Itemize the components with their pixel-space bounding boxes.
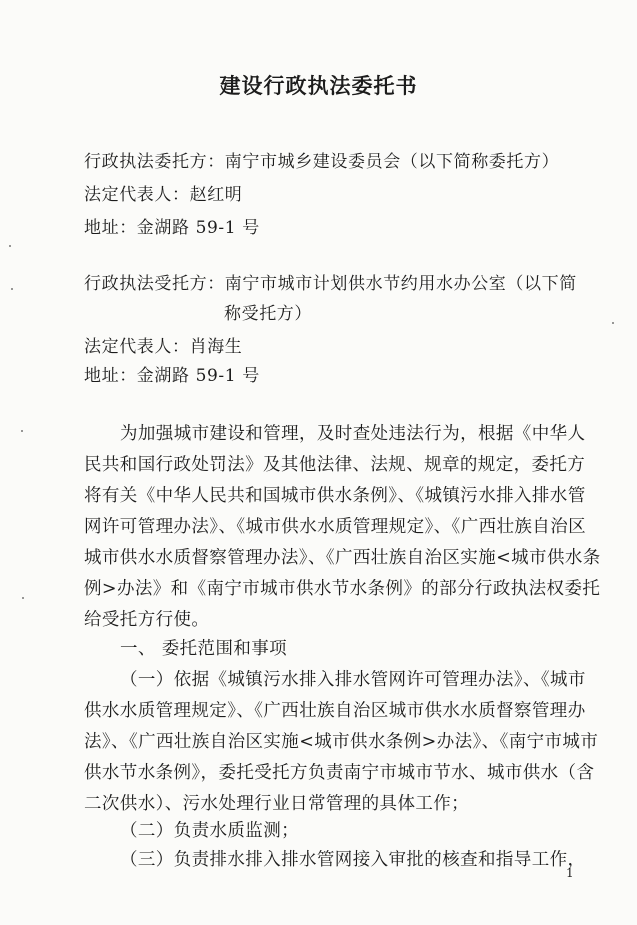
- agent-representative: 法定代表人：肖海生: [84, 337, 243, 357]
- item1-line: 法》、《广西壮族自治区实施<城市供水条例>办法》、《南宁市城市: [84, 732, 599, 752]
- item1-line: 供水节水条例》，委托受托方负责南宁市城市节水、城市供水（含: [84, 763, 595, 783]
- item3-line: （三）负责排水排入排水管网接入审批的核查和指导工作，: [120, 850, 586, 870]
- principal-address: 地址：金湖路 59-1 号: [84, 218, 260, 238]
- intro-line: 为加强城市建设和管理，及时查处违法行为，根据《中华人: [120, 424, 586, 444]
- agent-address: 地址：金湖路 59-1 号: [84, 366, 260, 386]
- principal-representative: 法定代表人：赵红明: [84, 185, 243, 205]
- intro-line: 城市供水水质督察管理办法》、《广西壮族自治区实施<城市供水条: [84, 548, 601, 568]
- principal-line: 行政执法委托方：南宁市城乡建设委员会（以下简称委托方）: [84, 152, 560, 172]
- scan-speck: [11, 288, 13, 290]
- scan-speck: [612, 322, 614, 324]
- item1-line: 供水水质管理规定》、《广西壮族自治区城市供水水质督察管理办: [84, 701, 586, 721]
- intro-line: 给受托方行使。: [84, 610, 210, 630]
- intro-line: 将有关《中华人民共和国城市供水条例》、《城镇污水排入排水管: [84, 486, 586, 506]
- item2-line: （二）负责水质监测；: [120, 821, 299, 841]
- scan-speck: [21, 430, 23, 432]
- item1-line: （一）依据《城镇污水排入排水管网许可管理办法》、《城市: [120, 670, 586, 690]
- agent-line-continued: 称受托方）: [224, 304, 312, 324]
- intro-line: 例>办法》和《南宁市城市供水节水条例》的部分行政执法权委托: [84, 579, 601, 599]
- document-title: 建设行政执法委托书: [219, 73, 418, 98]
- item1-line: 二次供水）、污水处理行业日常管理的具体工作；: [84, 794, 470, 814]
- agent-line: 行政执法受托方：南宁市城市计划供水节约用水办公室（以下简: [84, 274, 577, 294]
- page-number: 1: [566, 866, 574, 880]
- section-heading: 一、 委托范围和事项: [120, 639, 288, 659]
- scan-speck: [22, 597, 24, 599]
- intro-line: 民共和国行政处罚法》及其他法律、法规、规章的规定，委托方: [84, 455, 586, 475]
- intro-line: 网许可管理办法》、《城市供水水质管理规定》、《广西壮族自治区: [84, 517, 586, 537]
- scan-speck: [9, 245, 11, 247]
